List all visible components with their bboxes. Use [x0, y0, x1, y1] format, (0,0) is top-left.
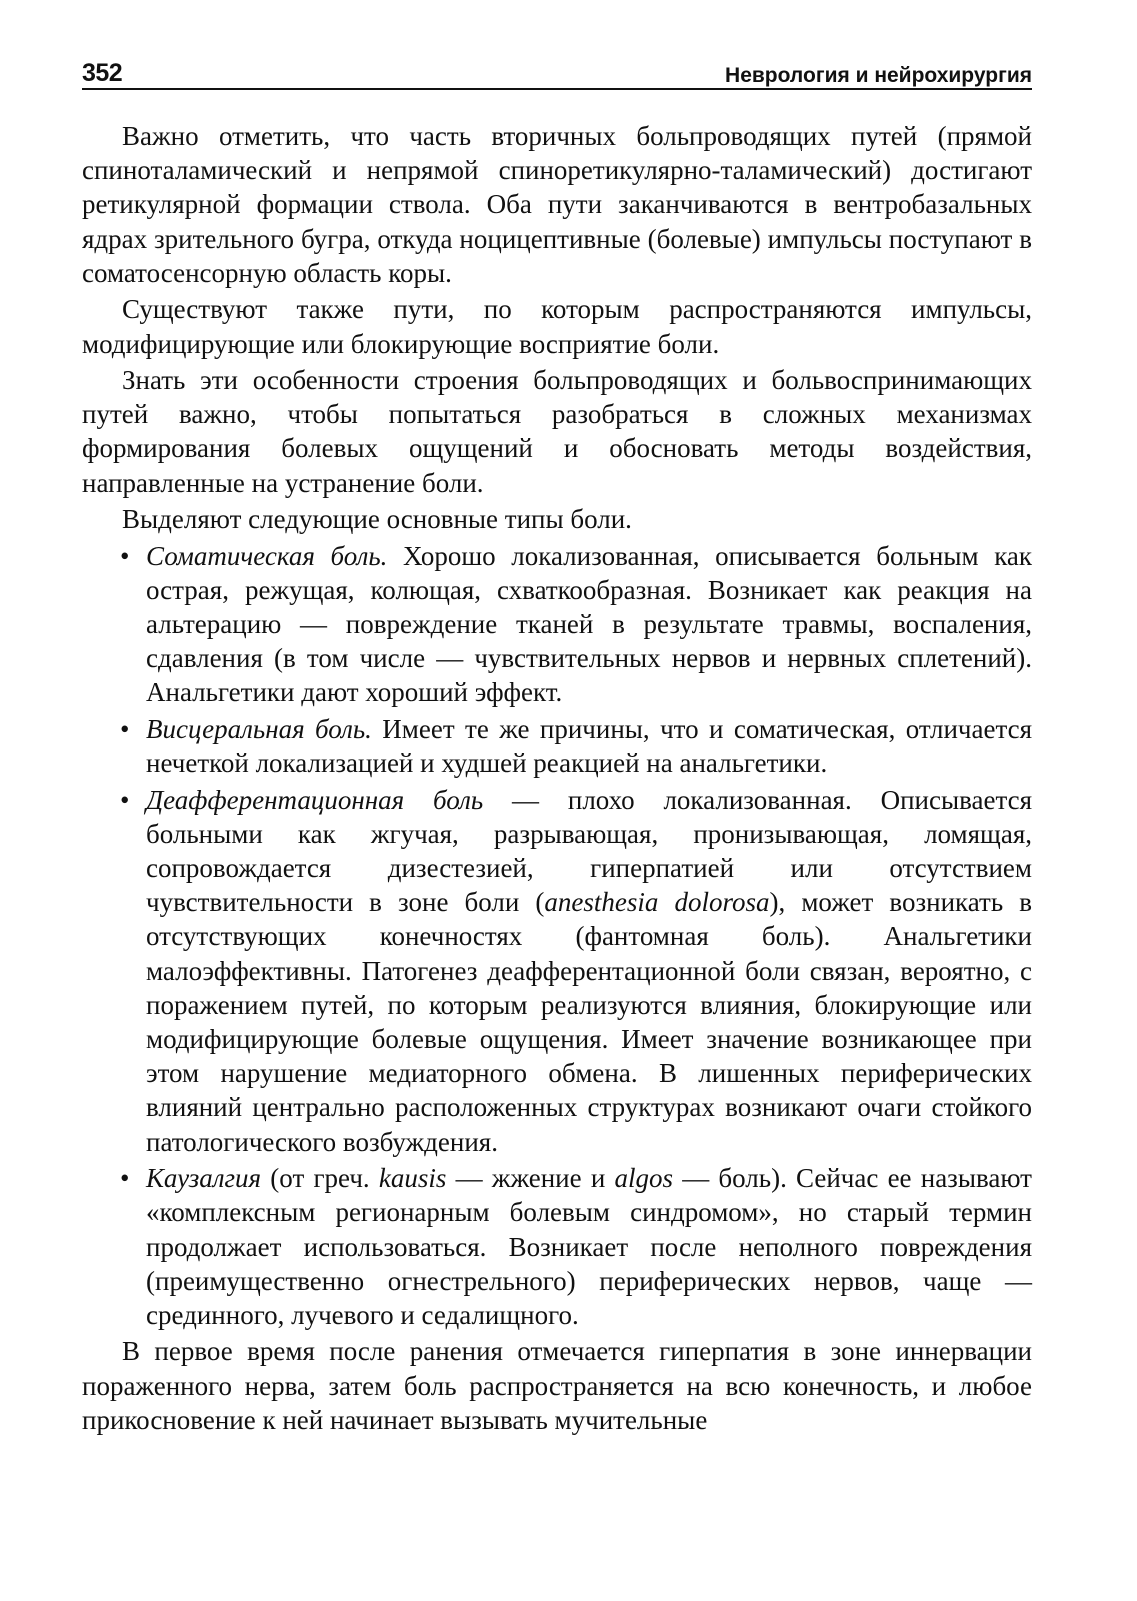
definition: ), может возникать в отсутствующих конечностях (фантомная боль). Анальгетики малоэффективны. Патогенез деафферентационной боли связан, вероятно, с поражением путей, по которым реализуются влияния, блокирующие или модифицирующие болевые ощущения. Имеет значение возникающее при этом нарушение медиаторного обмена. В лишенных периферических влияний центрально расположенных структурах возникают очаги стойкого патологического возбуждения.	[146, 887, 1032, 1157]
list-item	[120, 539, 1033, 710]
bullet-icon: •	[120, 784, 130, 815]
paragraph: Важно отметить, что часть вторичных больпроводящих путей (прямой спиноталамический и непрямой спиноретикулярно-таламический) достигают ретикулярной формации ствола. Оба пути заканчиваются в вентробазальных ядрах зрительного бугра, откуда ноцицептивные (болевые) импульсы поступают в соматосенсорную область коры.	[82, 121, 1032, 288]
list-item	[120, 712, 1033, 780]
definition: Имеет те же причины, что и соматическая, отличается нечеткой локализацией и худшей реакцией на анальгетики.	[146, 713, 1033, 779]
running-title: Неврология и нейрохирургия	[725, 64, 1032, 87]
greek-term: algos	[614, 1163, 673, 1194]
term: Деафферентационная боль	[146, 784, 484, 815]
page-number: 352	[82, 59, 123, 87]
definition: — плохо локализованная. Описывается больными как жгучая, разрывающая, пронизывающая, ломящая, сопровождается дизестезией, гиперпатией или отсутствием чувствительности в зоне боли (	[146, 784, 1032, 918]
list-item	[120, 1161, 1032, 1332]
definition: — боль). Сейчас ее называют «комплексным регионарным болевым синдромом», но старый термин продолжает использоваться. Возникает после неполного повреждения (преимущественно огнестрельного) периферических нервов, чаще — срединного, лучевого и седалищного.	[146, 1163, 1032, 1330]
page-body	[82, 119, 1032, 1437]
bullet-icon: •	[120, 1163, 130, 1194]
latin-term: anesthesia dolorosa	[544, 887, 770, 918]
paragraph: В первое время после ранения отмечается гиперпатия в зоне иннервации пораженного нерва, затем боль распространяется на всю конечность, и любое прикосновение к ней начинает вызывать мучительные	[82, 1336, 1032, 1435]
definition: Хорошо локализованная, описывается больным как острая, режущая, колющая, схваткообразная. Возникает как реакция на альтерацию — повреждение тканей в результате травмы, воспаления, сдавления (в том числе — чувствительных нервов и нервных сплетений). Анальгетики дают хороший эффект.	[146, 540, 1033, 708]
term: Каузалгия	[146, 1163, 262, 1194]
bullet-icon: •	[120, 713, 130, 744]
bullet-icon: •	[120, 540, 130, 571]
book-page	[82, 58, 1032, 1439]
paragraph: Выделяют следующие основные типы боли.	[122, 504, 632, 535]
pain-types-list	[82, 539, 1032, 1333]
definition: (от греч.	[261, 1163, 379, 1194]
list-item	[120, 783, 1032, 1159]
running-header	[82, 58, 1032, 90]
paragraph: Существуют также пути, по которым распространяются импульсы, модифицирующие или блокирующие восприятие боли.	[82, 294, 1032, 359]
term: Соматическая боль.	[146, 540, 388, 571]
paragraph: Знать эти особенности строения больпроводящих и больвоспринимающих путей важно, чтобы попытаться разобраться в сложных механизмах формирования болевых ощущений и обосновать методы воздействия, направленные на устранение боли.	[82, 365, 1032, 498]
term: Висцеральная боль.	[146, 713, 372, 744]
greek-term: kausis	[378, 1163, 447, 1194]
definition: — жжение и	[446, 1163, 615, 1194]
